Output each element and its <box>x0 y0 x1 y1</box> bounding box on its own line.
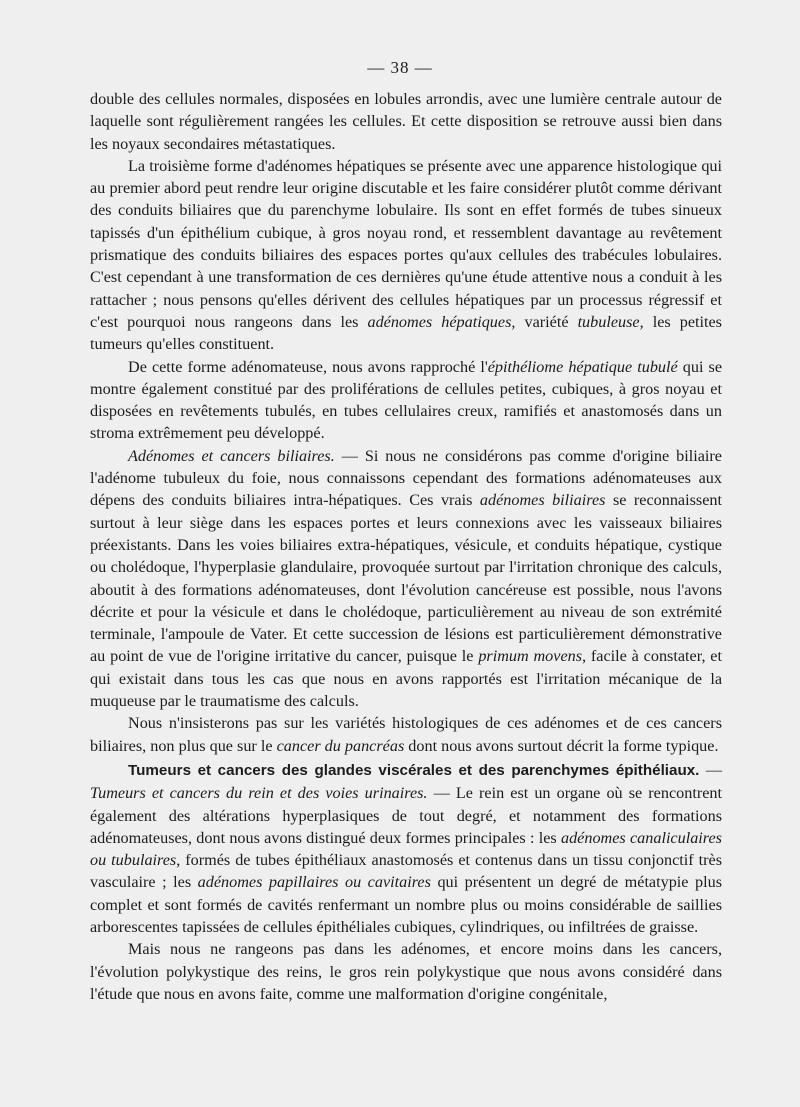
paragraph-3-text: De cette forme adénomateuse, nous avons rapproché l' <box>128 357 488 376</box>
paragraph-4-text: se reconnaissent surtout à leur siège dans les espaces portes et leurs connexions avec les vaisseaux biliaires préexistants. Dans les voies biliaires extra-hépatiques, vésicule, et conduits hépatique, cystique ou cholédoque, l'hyperplasie glandulaire, provoquée surtout par l'irritation chronique des calculs, aboutit à des formations adénomateuses, dont l'évolution cancéreuse est possible, nous l'avons décrite et pour la vésicule et dans le cholédoque, particulièrement au niveau de son extrémité terminale, l'ampoule de Vater. Et cette succession de lésions est particulièrement démonstrative au point de vue de l'origine irritative du cancer, puisque le <box>90 491 722 666</box>
italic-term: adénomes biliaires <box>479 491 606 510</box>
body-text <box>90 88 722 1005</box>
section-heading-italic: Adénomes et cancers biliaires. <box>128 446 335 465</box>
paragraph-7-text: Mais nous ne rangeons pas dans les adénomes, et encore moins dans les cancers, l'évolution polykystique des reins, le gros rein polykystique que nous avons considéré dans l'étude que nous en avons faite, comme une malformation d'origine congénitale, <box>90 940 722 1003</box>
paragraph-6-text: , formés de tubes épithéliaux anastomosés et contenus dans un tissu conjonctif très vasculaire ; les <box>90 851 722 892</box>
paragraph-3 <box>90 356 722 445</box>
paragraph-4-text: — Si nous ne considérons pas comme d'origine biliaire l'adénome tubuleux du foie, nous connaissons cependant des formations adénomateuses aux dépens des conduits biliaires intra-hépatiques. Ces vrais <box>90 446 722 510</box>
paragraph-4 <box>90 445 722 713</box>
italic-term: adénomes papillaires ou cavitaires <box>197 873 431 892</box>
paragraph-5-text: Nous n'insisterons pas sur les variétés histologiques de ces adénomes et de ces cancers biliaires, non plus que sur le <box>90 714 722 755</box>
paragraph-6-text: qui présentent un degré de métatypie plus complet et sont formés de cavités renfermant un nombre plus ou moins considérable de saillies arborescentes tapissées de cellules épithéliales cubiques, cylindriques, ou infiltrées de graisse. <box>90 873 722 936</box>
paragraph-2-text: La troisième forme d'adénomes hépatiques se présente avec une apparence histologique qui au premier abord peut rendre leur origine discutable et les faire considérer plutôt comme dérivant des conduits biliaires que du parenchyme lobulaire. Ils sont en effet formés de tubes sinueux tapissés d'un épithélium cubique, à gros noyau rond, et ressemblent davantage au revêtement prismatique des conduits biliaires des espaces portes qu'aux cellules des trabécules lobulaires. C'est cependant à une transformation de ces dernières qu'une étude attentive nous a conduit à les rattacher ; nous pensons qu'elles dérivent des cellules hépatiques par un processus régressif et c'est pourquoi nous rangeons dans les <box>90 156 722 331</box>
italic-term: cancer du pancréas <box>276 736 405 755</box>
italic-term: adénomes canaliculaires ou tubulaires <box>90 828 722 870</box>
paragraph-5-text: dont nous avons surtout décrit la forme typique. <box>404 736 719 755</box>
italic-term: primum movens <box>478 647 583 666</box>
section-heading-bold: Tumeurs et cancers des glandes viscérales et des parenchymes épithéliaux. <box>128 761 700 779</box>
paragraph-1 <box>90 88 722 155</box>
italic-term: épithéliome hépatique tubulé <box>487 357 678 376</box>
paragraph-6-text: — Le rein est un organe où se rencontrent également des altérations hyperplasiques de tout degré, et notamment des formations adénomateuses, dont nous avons distingué deux formes principales : les <box>90 784 722 847</box>
paragraph-2-text: , les petites tumeurs qu'elles constituent. <box>90 312 722 354</box>
paragraph-2-text: , variété <box>511 312 578 331</box>
italic-term: tubuleuse <box>577 312 640 331</box>
paragraph-6 <box>90 759 722 938</box>
paragraph-3-text: qui se montre également constitué par des proliférations de cellules petites, cubiques, à gros noyau et disposées en revêtements tubulés, en tubes cellulaires creux, ramifiés et anastomosés dans un stroma extrêmement peu développé. <box>90 357 723 443</box>
subsection-heading-italic: Tumeurs et cancers du rein et des voies urinaires. <box>90 784 428 803</box>
page-number: — 38 — <box>367 58 433 77</box>
paragraph-7 <box>90 938 722 1005</box>
paragraph-4-text: , facile à constater, et qui existait dans tous les cas que nous en avons rapportés est l'irritation mécanique de la muqueuse par le traumatisme des calculs. <box>90 647 722 711</box>
paragraph-6-text: — <box>699 760 723 779</box>
paragraph-5 <box>90 712 722 757</box>
paragraph-1-text: double des cellules normales, disposées en lobules arrondis, avec une lumière centrale autour de laquelle sont régulièrement rangées les cellules. Et cette disposition se retrouve aussi bien dans les noyaux secondaires métastatiques. <box>90 90 722 153</box>
paragraph-2 <box>90 155 722 356</box>
italic-term: adénomes hépatiques <box>367 312 512 331</box>
